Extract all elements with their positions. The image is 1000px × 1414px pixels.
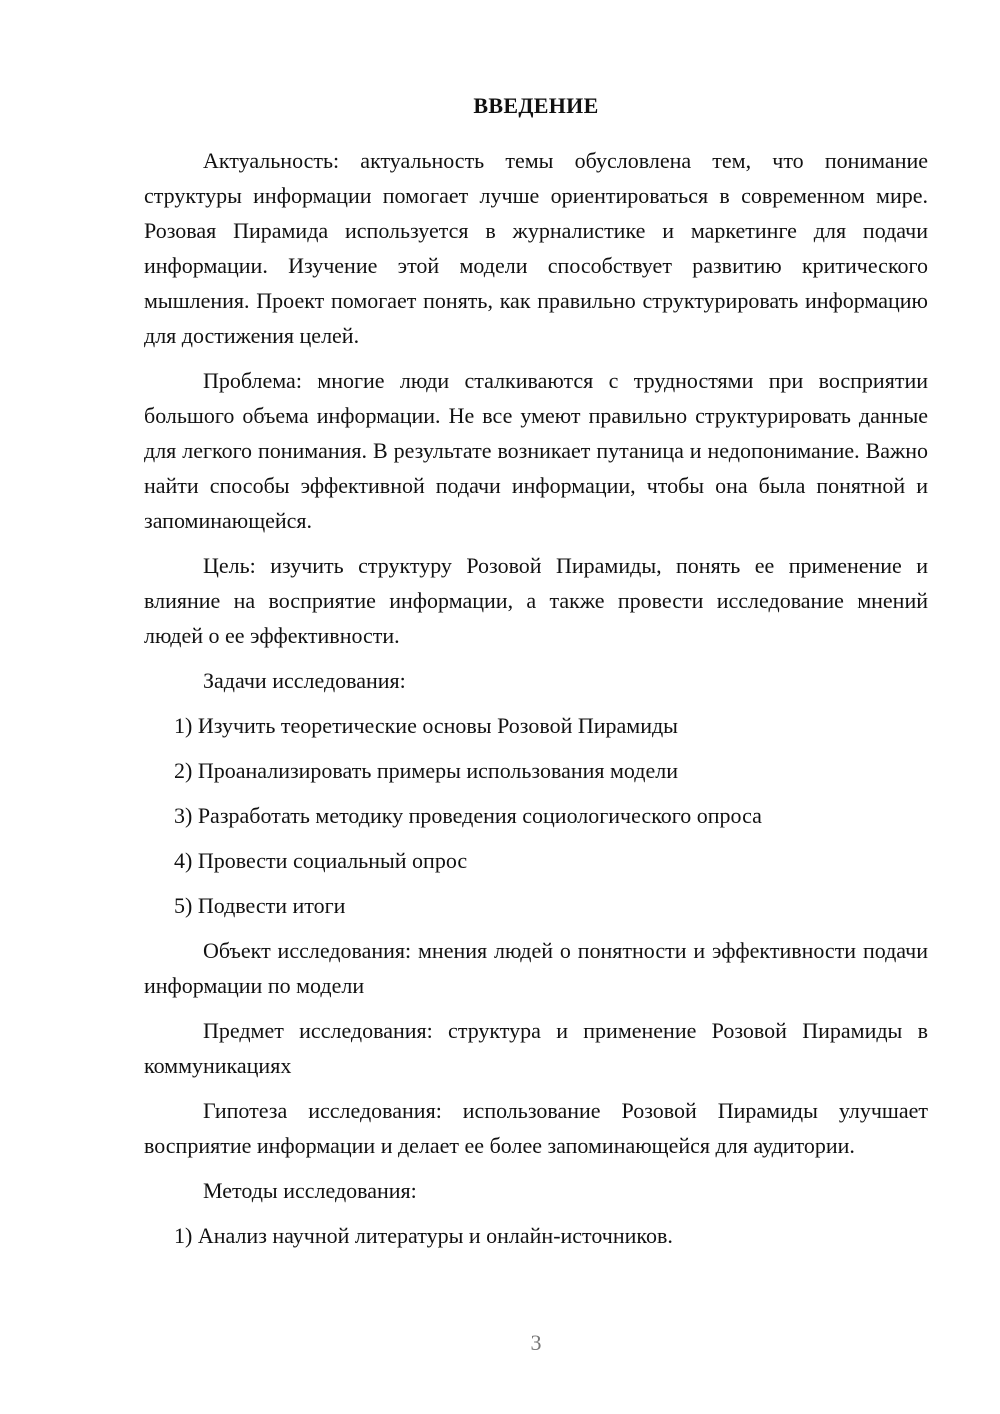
page-title: ВВЕДЕНИЕ bbox=[473, 93, 599, 118]
list-item: 1) Анализ научной литературы и онлайн-источников. bbox=[174, 1223, 673, 1248]
object-paragraph: Объект исследования: мнения людей о понятности и эффективности подачи информации по модели bbox=[144, 938, 928, 998]
list-item: 2) Проанализировать примеры использования модели bbox=[174, 758, 679, 783]
tasks-heading: Задачи исследования: bbox=[203, 668, 406, 693]
methods-heading: Методы исследования: bbox=[203, 1178, 417, 1203]
goal-paragraph: Цель: изучить структуру Розовой Пирамиды, понять ее применение и влияние на восприятие информации, а также провести исследование мнений людей о ее эффективности. bbox=[144, 553, 928, 648]
page-number: 3 bbox=[530, 1330, 542, 1355]
page-content bbox=[144, 143, 928, 1263]
list-item: 4) Провести социальный опрос bbox=[174, 848, 468, 873]
list-item: 3) Разработать методику проведения социологического опроса bbox=[174, 803, 762, 828]
list-item: 5) Подвести итоги bbox=[174, 893, 346, 918]
list-item: 1) Изучить теоретические основы Розовой Пирамиды bbox=[174, 713, 678, 738]
methods-list bbox=[144, 1218, 928, 1253]
hypothesis-paragraph: Гипотеза исследования: использование Розовой Пирамиды улучшает восприятие информации и делает ее более запоминающейся для аудитории. bbox=[144, 1098, 928, 1158]
tasks-list bbox=[144, 708, 928, 923]
problem-paragraph: Проблема: многие люди сталкиваются с трудностями при восприятии большого объема информации. Не все умеют правильно структурировать данные для легкого понимания. В результате возникает путаница и недопонимание. Важно найти способы эффективной подачи информации, чтобы она была понятной и запоминающейся. bbox=[144, 368, 928, 533]
subject-paragraph: Предмет исследования: структура и применение Розовой Пирамиды в коммуникациях bbox=[144, 1018, 928, 1078]
relevance-paragraph: Актуальность: актуальность темы обусловлена тем, что понимание структуры информации помогает лучше ориентироваться в современном мире. Розовая Пирамида используется в журналистике и маркетинге для подачи информации. Изучение этой модели способствует развитию критического мышления. Проект помогает понять, как правильно структурировать информацию для достижения целей. bbox=[144, 148, 928, 348]
